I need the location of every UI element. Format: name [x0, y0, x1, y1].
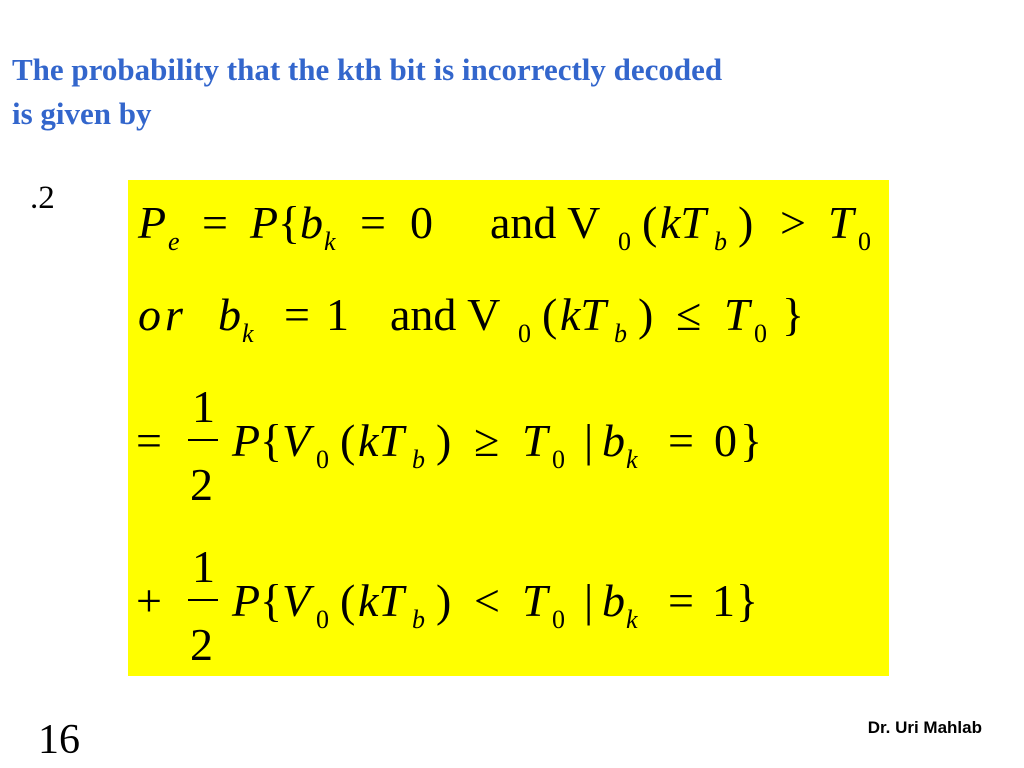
eq1-equals2: = — [360, 197, 386, 248]
eq4-plus: + — [136, 575, 162, 626]
eq2-open-paren: ( — [542, 289, 558, 340]
eq2-one: 1 — [326, 289, 349, 340]
eq3-close-brace: } — [740, 415, 763, 466]
eq1-open-brace: { — [278, 197, 301, 248]
eq2-close-brace: } — [782, 289, 805, 340]
eq1-T: T — [828, 197, 854, 248]
eq1-P: P — [138, 197, 167, 248]
eq4-sub-0: 0 — [316, 605, 329, 634]
eq3-bar: | — [584, 415, 594, 466]
eq1-kT: kT — [660, 197, 706, 248]
eq4-bar: | — [584, 575, 594, 626]
equation-number: .2 — [30, 180, 55, 216]
eq3-fraction-denominator: 2 — [190, 459, 213, 510]
eq4-fraction-denominator: 2 — [190, 619, 213, 670]
eq2-sub-k: k — [242, 319, 254, 348]
eq3-sub-b: b — [412, 445, 425, 474]
eq4-one: 1 — [712, 575, 735, 626]
eq1-P2: P — [250, 197, 279, 248]
eq3-kT: kT — [358, 415, 404, 466]
eq2-b: b — [218, 289, 241, 340]
eq2-or: or — [138, 289, 187, 340]
eq3-greater-equal: ≥ — [474, 415, 500, 466]
eq2-close-paren: ) — [638, 289, 654, 340]
eq3-sub-0: 0 — [316, 445, 329, 474]
eq2-less-equal: ≤ — [676, 289, 702, 340]
eq4-open-paren: ( — [340, 575, 356, 626]
equation-line-2 — [138, 289, 804, 348]
eq1-b: b — [300, 197, 323, 248]
eq2-T: T — [724, 289, 750, 340]
eq2-equals: = — [284, 289, 310, 340]
eq4-sub-0b: 0 — [552, 605, 565, 634]
eq4-open-brace: { — [260, 575, 283, 626]
eq3-T: T — [522, 415, 548, 466]
eq3-zero: 0 — [714, 415, 737, 466]
eq3-open-brace: { — [260, 415, 283, 466]
eq4-P: P — [232, 575, 261, 626]
eq1-sub-k: k — [324, 227, 336, 256]
page-number: 16 — [38, 717, 80, 763]
eq1-close-paren: ) — [738, 197, 754, 248]
eq4-equals2: = — [668, 575, 694, 626]
eq4-less-than: < — [474, 575, 500, 626]
eq3-close-paren: ) — [436, 415, 452, 466]
heading-line-1: The probability that the kth bit is incorrectly decoded — [12, 52, 723, 87]
eq4-sub-b: b — [412, 605, 425, 634]
eq3-fraction-numerator: 1 — [192, 381, 215, 432]
eq4-kT: kT — [358, 575, 404, 626]
equation-svg — [128, 180, 889, 676]
eq4-T: T — [522, 575, 548, 626]
eq1-equals: = — [202, 197, 228, 248]
eq1-open-paren: ( — [642, 197, 658, 248]
eq3-P: P — [232, 415, 261, 466]
eq3-sub-0b: 0 — [552, 445, 565, 474]
eq3-sub-k: k — [626, 445, 638, 474]
eq4-V: V — [282, 575, 311, 626]
eq1-and-v: and V — [490, 197, 601, 248]
slide-heading — [12, 48, 1002, 136]
author-credit: Dr. Uri Mahlab — [867, 718, 982, 737]
eq2-and-v: and V — [390, 289, 501, 340]
eq3-equals: = — [136, 415, 162, 466]
equation-box — [128, 180, 889, 676]
eq1-sub-0b: 0 — [858, 227, 871, 256]
eq2-sub-b: b — [614, 319, 627, 348]
eq4-close-paren: ) — [436, 575, 452, 626]
eq3-b: b — [602, 415, 625, 466]
eq4-b: b — [602, 575, 625, 626]
equation-line-3 — [136, 381, 762, 510]
eq1-sub-e: e — [168, 227, 180, 256]
eq2-sub-0: 0 — [518, 319, 531, 348]
eq1-zero: 0 — [410, 197, 433, 248]
equation-line-4 — [136, 541, 758, 670]
eq1-sub-0: 0 — [618, 227, 631, 256]
eq1-greater-than: > — [780, 197, 806, 248]
eq2-kT: kT — [560, 289, 606, 340]
eq3-open-paren: ( — [340, 415, 356, 466]
eq3-equals2: = — [668, 415, 694, 466]
eq4-sub-k: k — [626, 605, 638, 634]
eq3-V: V — [282, 415, 311, 466]
equation-line-1 — [137, 197, 871, 256]
eq4-fraction-numerator: 1 — [192, 541, 215, 592]
eq1-sub-b: b — [714, 227, 727, 256]
eq4-close-brace: } — [736, 575, 759, 626]
heading-line-2: is given by — [12, 96, 152, 131]
eq2-sub-0b: 0 — [754, 319, 767, 348]
